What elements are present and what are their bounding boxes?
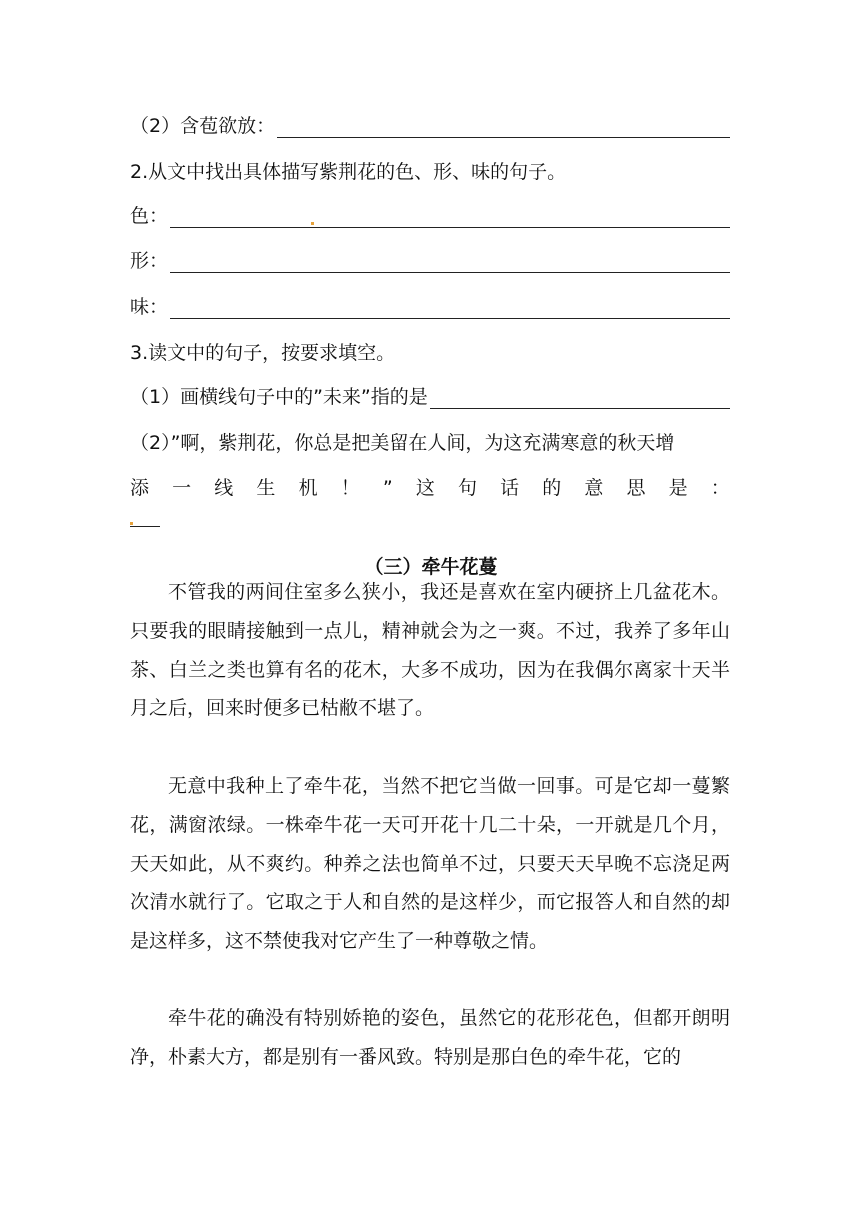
q3-prompt-text: 3.读文中的句子，按要求填空。 xyxy=(130,342,396,364)
q3-item2-char: 意 xyxy=(584,477,604,499)
q3-item2-char: 线 xyxy=(214,477,234,499)
q1-item2-answer-blank[interactable] xyxy=(277,117,730,138)
q3-item2-char: 是 xyxy=(668,477,688,499)
q3-item2-line2 xyxy=(130,476,730,500)
q2-shape-line xyxy=(130,249,730,273)
paragraph-1: 不管我的两间住室多么狭小，我还是喜欢在室内硬挤上几盆花木。只要我的眼睛接触到一点儿，精神就会为之一爽。不过，我养了多年山茶、白兰之类也算有名的花木，大多不成功，因为在我偶尔离家十天半月之后，回来时便多已枯敝不堪了。 xyxy=(130,581,730,720)
q3-item2-answer-blank[interactable] xyxy=(130,512,160,527)
q3-item2-char: 这 xyxy=(415,477,435,499)
q3-item2-char: 句 xyxy=(457,477,477,499)
q1-item2-label: （2）含苞欲放： xyxy=(130,115,276,137)
q2-color-label: 色： xyxy=(130,205,169,227)
section-title-text: （三）牵牛花蔓 xyxy=(364,556,498,578)
q1-item2-line xyxy=(130,114,730,138)
q3-item1-label: （1）画横线句子中的”未来”指的是 xyxy=(130,386,428,408)
q2-smell-label: 味： xyxy=(130,296,169,318)
q2-color-line xyxy=(130,204,730,228)
q2-prompt-text: 2.从文中找出具体描写紫荆花的色、形、味的句子。 xyxy=(130,161,567,183)
q3-prompt xyxy=(130,341,730,365)
mark-dot xyxy=(130,522,133,525)
q2-shape-answer-blank[interactable] xyxy=(170,252,730,273)
q3-item2-char: ： xyxy=(710,477,730,499)
q3-item2-char: ” xyxy=(382,477,393,499)
q3-item1-line xyxy=(130,385,730,409)
paragraph-3: 牵牛花的确没有特别娇艳的姿色，虽然它的花形花色，但都开朗明净，朴素大方，都是别有一番风致。特别是那白色的牵牛花，它的 xyxy=(130,1007,730,1068)
q2-smell-line xyxy=(130,295,730,319)
q2-prompt xyxy=(130,160,730,184)
q3-item2-char: 思 xyxy=(626,477,646,499)
q3-item2-char: 机 xyxy=(298,477,318,499)
q3-item1-answer-blank[interactable] xyxy=(430,388,730,409)
q3-item2-char: 添 xyxy=(130,477,150,499)
q3-item2-char: 的 xyxy=(542,477,562,499)
q3-item2-char: ！ xyxy=(340,477,360,499)
q3-item2-char: 生 xyxy=(256,477,276,499)
q2-smell-answer-blank[interactable] xyxy=(170,298,730,319)
q3-item2-char: 话 xyxy=(500,477,520,499)
q3-item2-text: （2）”啊，紫荆花，你总是把美留在人间，为这充满寒意的秋天增 xyxy=(130,432,675,454)
q2-color-answer-blank[interactable] xyxy=(170,207,730,228)
paragraph-2: 无意中我种上了牵牛花，当然不把它当做一回事。可是它却一蔓繁花，满窗浓绿。一株牵牛花一天可开花十几二十朵，一开就是几个月，天天如此，从不爽约。种养之法也简单不过，只要天天早晚不忘浇足两次清水就行了。它取之于人和自然的是这样少，而它报答人和自然的却是这样多，这不禁使我对它产生了一种尊敬之情。 xyxy=(130,775,730,953)
q3-item2-char: 一 xyxy=(172,477,192,499)
mark-dot xyxy=(311,222,314,225)
q2-shape-label: 形： xyxy=(130,250,169,272)
q3-item2-line1 xyxy=(130,431,730,455)
